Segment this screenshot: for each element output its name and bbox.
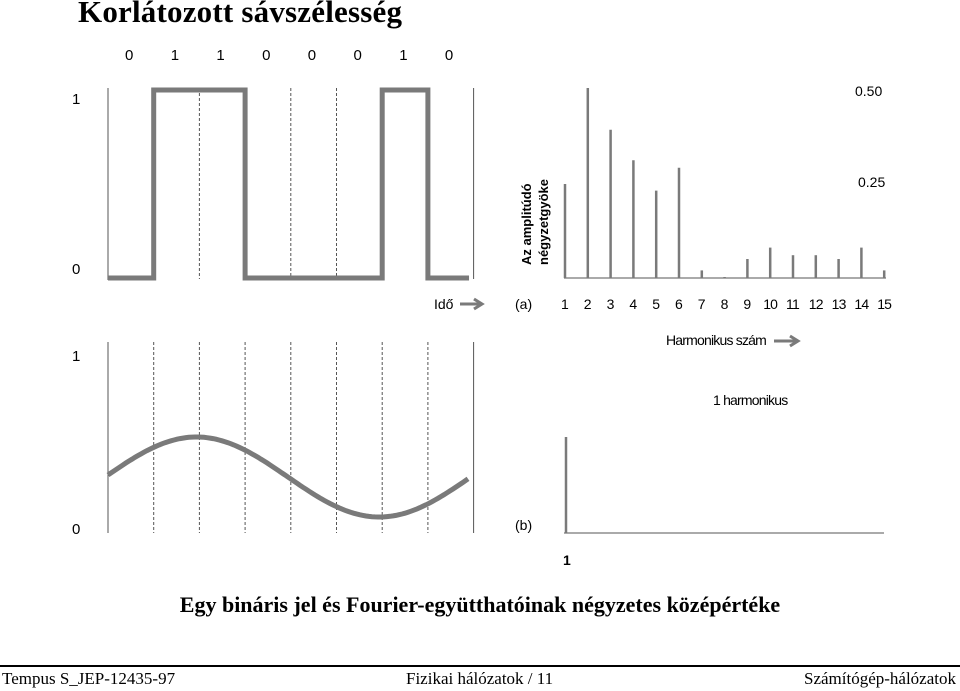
harmonic-tick-b: 1: [563, 552, 571, 568]
square-wave: [108, 90, 469, 278]
harmonic-number: 10: [763, 296, 778, 312]
first-harmonic-wave: [108, 437, 468, 517]
bit-label: 0: [444, 47, 454, 64]
harmonic-axis-label: Harmonikus szám: [666, 332, 767, 348]
time-axis-label: Idő: [434, 296, 454, 312]
figure-caption: Egy bináris jel és Fourier-együtthatóinak négyzetes középértéke: [179, 592, 781, 617]
amplitude-axis-label-2: négyzetgyöke: [536, 179, 551, 265]
bit-label: 1: [170, 47, 180, 64]
harmonic-number: 12: [808, 296, 823, 312]
ref-high-label: 0.50: [855, 83, 883, 99]
harmonic-bars: [565, 88, 884, 278]
footer-divider: [0, 665, 960, 667]
harmonic-number: 6: [675, 296, 682, 312]
bit-label: 0: [262, 47, 271, 64]
harmonic-number: 2: [583, 296, 591, 312]
square-wave-panel: [72, 88, 482, 312]
bit-label: 0: [125, 47, 134, 64]
harmonic-number: 14: [854, 296, 869, 312]
bit-label: 1: [216, 47, 225, 64]
y-high-label-b: 1: [72, 348, 81, 365]
bit-label: 0: [353, 47, 362, 64]
y-low-label-b: 0: [72, 521, 81, 538]
harmonic-number: 1: [561, 296, 568, 312]
harmonic-number: 13: [831, 296, 846, 312]
harmonic-numbers: [561, 296, 892, 312]
bit-sequence: [125, 47, 453, 64]
harmonic-number: 3: [606, 296, 614, 312]
footer-right: Számítógép-hálózatok: [803, 669, 956, 688]
time-arrow-icon: [460, 299, 482, 309]
ref-mid-label: 0.25: [858, 174, 886, 190]
footer-center: Fizikai hálózatok / 11: [406, 669, 554, 688]
y-high-label-a: 1: [72, 91, 81, 108]
bit-label: 1: [399, 47, 408, 64]
harmonic-number: 8: [720, 296, 728, 312]
y-low-label-a: 0: [72, 261, 81, 278]
page-title: Korlátozott sávszélesség: [78, 0, 403, 29]
harmonic-number: 15: [877, 296, 892, 312]
harmonic-number: 9: [743, 296, 751, 312]
harmonic-arrow-icon: [774, 336, 798, 346]
harmonic-count-label: 1 harmonikus: [713, 392, 788, 408]
harmonic-number: 7: [697, 296, 705, 312]
sine-wave-panel: [72, 342, 474, 538]
panel-label-b: (b): [515, 517, 533, 533]
harmonic-number: 11: [786, 296, 799, 312]
spectrum-chart-b: [515, 392, 884, 568]
harmonic-number: 5: [652, 296, 660, 312]
harmonic-number: 4: [629, 296, 637, 312]
panel-label-a: (a): [515, 296, 533, 312]
footer-left: Tempus S_JEP-12435-97: [2, 669, 176, 688]
bit-label: 0: [307, 47, 317, 64]
spectrum-chart-a: [515, 83, 892, 348]
amplitude-axis-label-1: Az amplitúdó: [519, 183, 534, 265]
